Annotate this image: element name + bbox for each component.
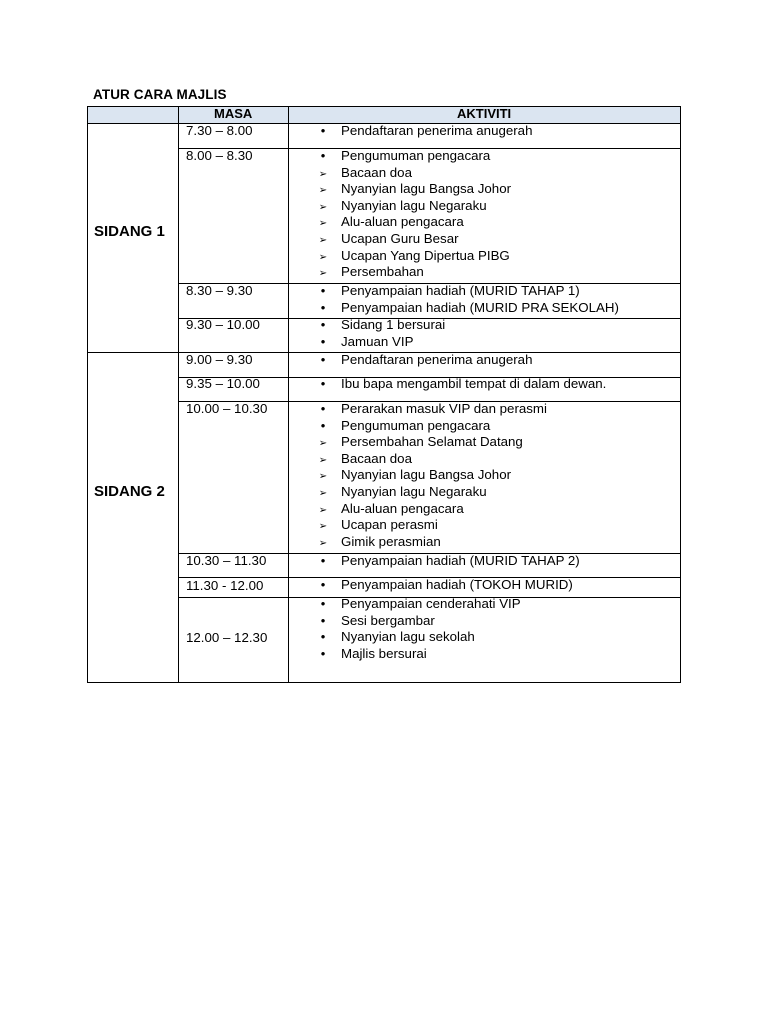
bullet-icon xyxy=(315,596,331,613)
activity-item: Persembahan xyxy=(341,264,424,280)
bullet-icon xyxy=(315,401,331,418)
activity-item: Penyampaian cenderahati VIP xyxy=(341,596,521,611)
bullet-icon xyxy=(315,646,331,663)
activity-item: Ibu bapa mengambil tempat di dalam dewan. xyxy=(341,376,607,391)
activity-item: Pengumuman pengacara xyxy=(341,148,491,163)
activity-item: Sesi bergambar xyxy=(341,612,435,628)
slot-time: 10.00 – 10.30 xyxy=(186,401,268,416)
bullet-icon xyxy=(315,283,331,300)
activity-item: Alu-aluan pengacara xyxy=(341,500,464,516)
activity-item: Penyampaian hadiah (MURID TAHAP 2) xyxy=(341,553,580,568)
session-label: SIDANG 2 xyxy=(94,483,165,500)
activity-item: Penyampaian hadiah (MURID PRA SEKOLAH) xyxy=(341,299,619,315)
column-header-masa: MASA xyxy=(214,106,253,121)
bullet-icon xyxy=(315,334,331,351)
activity-item: Perarakan masuk VIP dan perasmi xyxy=(341,401,547,416)
activity-item: Nyanyian lagu sekolah xyxy=(341,629,475,645)
slot-time: 9.35 – 10.00 xyxy=(186,376,260,391)
schedule-table xyxy=(87,106,681,683)
activity-item: Gimik perasmian xyxy=(341,533,441,549)
bullet-icon xyxy=(315,123,331,140)
bullet-icon xyxy=(315,300,331,317)
activity-item: Pendaftaran penerima anugerah xyxy=(341,352,533,367)
column-header-aktiviti: AKTIVITI xyxy=(457,106,512,121)
activity-item: Nyanyian lagu Negaraku xyxy=(341,197,487,213)
bullet-icon xyxy=(315,553,331,570)
slot-time: 10.30 – 11.30 xyxy=(186,553,267,568)
bullet-icon xyxy=(315,317,331,334)
slot-time: 7.30 – 8.00 xyxy=(186,123,253,138)
session-label: SIDANG 1 xyxy=(94,223,165,240)
activity-item: Nyanyian lagu Negaraku xyxy=(341,484,487,499)
bullet-icon xyxy=(315,418,331,435)
activity-item: Ucapan Guru Besar xyxy=(341,231,459,246)
activity-item: Ucapan perasmi xyxy=(341,517,438,533)
activity-item: Pengumuman pengacara xyxy=(341,417,491,433)
bullet-icon xyxy=(315,629,331,646)
document-title: ATUR CARA MAJLIS xyxy=(93,87,227,102)
slot-time: 11.30 - 12.00 xyxy=(186,578,264,593)
activity-item: Pendaftaran penerima anugerah xyxy=(341,123,533,138)
slot-time: 8.00 – 8.30 xyxy=(186,148,253,163)
bullet-icon xyxy=(315,148,331,165)
activity-item: Bacaan doa xyxy=(341,164,412,180)
slot-time: 8.30 – 9.30 xyxy=(186,283,253,298)
slot-time: 12.00 – 12.30 xyxy=(186,630,268,645)
slot-time: 9.30 – 10.00 xyxy=(186,317,260,332)
activity-item: Bacaan doa xyxy=(341,450,412,466)
slot-time: 9.00 – 9.30 xyxy=(186,352,253,367)
bullet-icon xyxy=(315,352,331,369)
activity-item: Nyanyian lagu Bangsa Johor xyxy=(341,467,512,483)
activity-item: Alu-aluan pengacara xyxy=(341,214,464,230)
bullet-icon xyxy=(315,577,331,594)
activity-item: Jamuan VIP xyxy=(341,333,414,349)
bullet-icon xyxy=(315,613,331,630)
bullet-icon xyxy=(315,376,331,393)
activity-item: Nyanyian lagu Bangsa Johor xyxy=(341,181,512,197)
activity-item: Penyampaian hadiah (TOKOH MURID) xyxy=(341,577,573,592)
arrow-bullet-icon xyxy=(315,264,331,283)
activity-item: Ucapan Yang Dipertua PIBG xyxy=(341,247,510,263)
activity-item: Penyampaian hadiah (MURID TAHAP 1) xyxy=(341,283,580,298)
activity-item: Sidang 1 bersurai xyxy=(341,317,446,332)
activity-item: Majlis bersurai xyxy=(341,645,427,661)
arrow-bullet-icon xyxy=(315,534,331,553)
activity-item: Persembahan Selamat Datang xyxy=(341,434,523,450)
